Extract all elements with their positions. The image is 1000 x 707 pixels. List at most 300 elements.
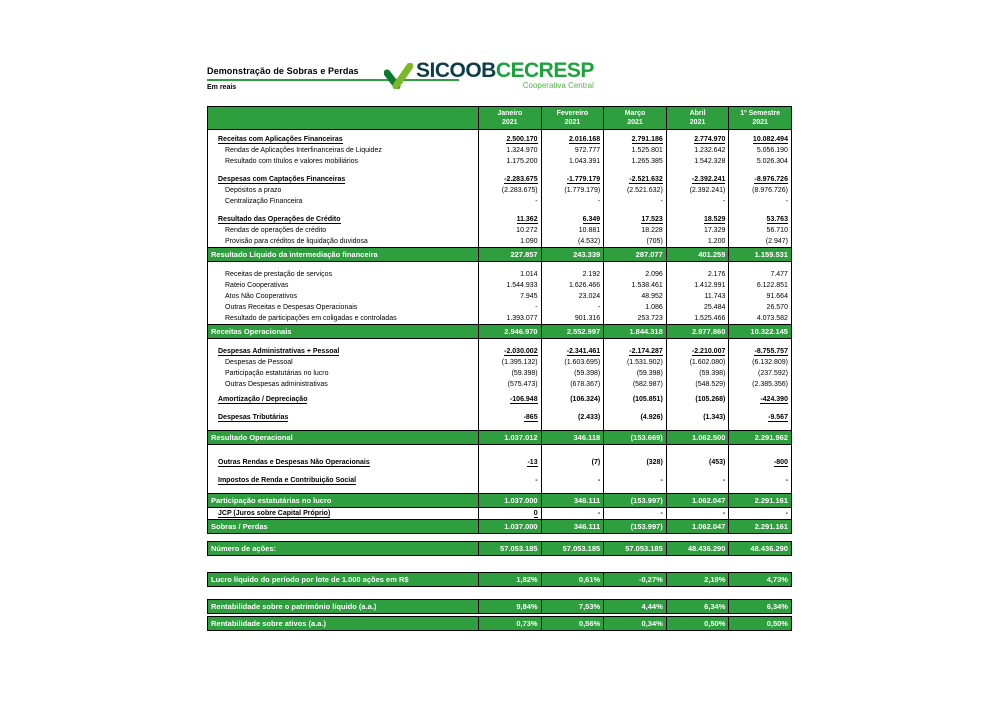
value-cell [542, 185, 605, 196]
cell-value: 1.544.933 [506, 282, 538, 289]
value-cell [729, 196, 792, 207]
gap-row [207, 556, 792, 572]
value-cell [604, 156, 667, 167]
value-cell [479, 475, 542, 486]
value-cell [667, 280, 730, 291]
cell-value: (59.398) [574, 370, 601, 377]
value-cell [729, 346, 792, 357]
cell-value: (1.395.132) [501, 359, 538, 366]
table-row [207, 430, 792, 445]
cell-value: 11.362 [516, 215, 538, 223]
value-cell [604, 394, 667, 405]
column-header-year: 2021 [689, 119, 706, 126]
cell-value: (575.473) [507, 381, 538, 388]
value-cell [604, 412, 667, 423]
cell-value: -2.210.007 [691, 347, 726, 355]
value-cell [604, 196, 667, 207]
value-cell [729, 214, 792, 225]
row-label: Sobras / Perdas [211, 522, 268, 531]
value-cell [479, 542, 542, 555]
value-cell [729, 174, 792, 185]
row-label: Outras Rendas e Despesas Não Operacionais [218, 458, 370, 466]
value-cell [729, 156, 792, 167]
row-label-cell [207, 280, 479, 291]
row-label: JCP (Juros sobre Capital Próprio) [218, 509, 331, 517]
cell-value: 25.484 [703, 304, 726, 311]
value-cell [604, 600, 667, 613]
column-header-month: Abril [689, 110, 706, 117]
cell-value: 18.228 [641, 227, 663, 234]
cell-value: (678.367) [570, 381, 601, 388]
cell-value: 1.062.047 [692, 522, 726, 531]
value-cell [479, 214, 542, 225]
cell-value: 57.053.185 [625, 544, 663, 553]
cell-value: 1.014 [520, 271, 538, 278]
row-label: Resultado com títulos e valores mobiliários [225, 158, 359, 165]
value-cell [604, 542, 667, 555]
value-cell [729, 508, 792, 519]
cell-value: - [597, 477, 601, 484]
value-cell [667, 494, 730, 507]
row-label: Receitas de prestação de serviços [225, 271, 332, 278]
value-cell [729, 185, 792, 196]
cell-value: - [597, 304, 601, 311]
row-label: Outras Despesas administrativas [225, 381, 328, 388]
table-row [207, 269, 792, 280]
value-cell [604, 214, 667, 225]
cell-value: 1.043.391 [569, 158, 601, 165]
value-cell [729, 325, 792, 338]
cell-value: (4.532) [578, 238, 601, 245]
value-cell [542, 248, 605, 261]
value-cell [479, 346, 542, 357]
cell-value: 0,73% [516, 619, 538, 628]
cell-value: 2.791.186 [631, 135, 663, 143]
value-cell [667, 325, 730, 338]
value-cell [542, 236, 605, 247]
cell-value: 11.743 [704, 293, 726, 300]
column-header-year: 2021 [502, 119, 518, 126]
value-cell [729, 457, 792, 468]
row-label-cell [207, 445, 479, 457]
row-label: Amortização / Depreciação [218, 395, 308, 403]
value-cell [542, 325, 605, 338]
value-cell [604, 405, 667, 412]
cell-value: 53.763 [766, 215, 788, 223]
cell-value: - [660, 477, 663, 484]
cell-value: (2.521.632) [626, 187, 663, 194]
table-row [207, 412, 792, 423]
value-cell [729, 269, 792, 280]
cell-value: 972.777 [574, 147, 601, 154]
value-cell [542, 280, 605, 291]
page-subtitle: Em reais [207, 84, 237, 91]
cell-value: 9,84% [516, 602, 538, 611]
cell-value: 346.118 [573, 433, 601, 442]
value-cell [479, 486, 542, 493]
cell-value: 1.200 [707, 238, 726, 245]
cell-value: 2.946.970 [504, 327, 538, 336]
value-cell [729, 431, 792, 444]
spacer-row [207, 445, 792, 457]
row-label-cell [207, 457, 479, 468]
value-cell [542, 134, 605, 145]
value-cell [542, 167, 605, 174]
value-cell [604, 280, 667, 291]
value-cell [604, 339, 667, 346]
cell-value: 2.096 [645, 271, 663, 278]
value-cell [729, 600, 792, 613]
column-header-year: 2021 [627, 119, 643, 126]
value-cell [479, 412, 542, 423]
cell-value: 48.952 [641, 293, 663, 300]
cell-value: (106.324) [570, 396, 601, 403]
logo-brand: SICOOB [416, 59, 496, 82]
column-header-2 [542, 107, 605, 129]
spacer-row [207, 262, 792, 269]
cell-value: (705) [646, 238, 663, 245]
cell-value: 1.525.801 [631, 147, 663, 154]
table-row [207, 346, 792, 357]
row-label: Despesas Administrativas + Pessoal [218, 347, 340, 355]
table-row [207, 156, 792, 167]
cell-value: 17.329 [703, 227, 726, 234]
cell-value: (2.392.241) [689, 187, 726, 194]
value-cell [667, 520, 730, 533]
cell-value: 10.881 [578, 227, 601, 234]
cell-value: 4.073.582 [756, 315, 788, 322]
table-row [207, 291, 792, 302]
value-cell [729, 339, 792, 346]
value-cell [667, 313, 730, 324]
cell-value: -106.948 [509, 395, 538, 403]
table-header-row [207, 106, 792, 130]
cell-value: (1.531.902) [626, 359, 663, 366]
table-row [207, 247, 792, 262]
value-cell [729, 542, 792, 555]
value-cell [604, 262, 667, 269]
value-cell [542, 262, 605, 269]
value-cell [729, 394, 792, 405]
cell-value: 1.062.047 [692, 496, 726, 505]
value-cell [542, 379, 605, 390]
cell-value: 2.977.860 [692, 327, 726, 336]
row-label-cell [207, 394, 479, 405]
cell-value: -8.755.757 [754, 347, 788, 355]
cell-value: (2.385.356) [752, 381, 788, 388]
value-cell [667, 225, 730, 236]
value-cell [667, 262, 730, 269]
value-cell [729, 617, 792, 630]
row-label: Impostos de Renda e Contribuição Social [218, 476, 357, 484]
row-label-cell [207, 600, 479, 613]
value-cell [667, 431, 730, 444]
column-header-month: 1º Semestre [740, 110, 781, 117]
value-cell [667, 379, 730, 390]
value-cell [542, 145, 605, 156]
cell-value: 0,56% [578, 619, 601, 628]
value-cell [604, 269, 667, 280]
cell-value: (548.529) [695, 381, 726, 388]
cell-value: 7.477 [770, 271, 788, 278]
cell-value: -865 [523, 413, 538, 421]
header-label-cell [207, 107, 479, 129]
row-label: Centralização Financeira [225, 198, 303, 205]
cell-value: 2.291.161 [754, 522, 788, 531]
value-cell [604, 313, 667, 324]
cell-value: 2.774.970 [694, 135, 726, 143]
row-label-cell [207, 214, 479, 225]
value-cell [729, 236, 792, 247]
value-cell [604, 185, 667, 196]
spacer-row [207, 167, 792, 174]
table-row [207, 519, 792, 534]
cell-value: 0,34% [641, 619, 663, 628]
cell-value: 48.436.290 [687, 544, 726, 553]
row-label: Receitas Operacionais [211, 327, 292, 336]
value-cell [604, 468, 667, 475]
row-label: Participação estatutárias no lucro [225, 370, 329, 377]
row-label-cell [207, 313, 479, 324]
value-cell [729, 520, 792, 533]
value-cell [604, 225, 667, 236]
value-cell [542, 313, 605, 324]
cell-value: - [535, 477, 538, 484]
cell-value: 6,34% [704, 602, 726, 611]
row-label-cell [207, 325, 479, 338]
column-header-year: 2021 [752, 119, 768, 126]
table-row [207, 236, 792, 247]
cell-value: -424.390 [760, 395, 788, 403]
cell-value: (4.926) [640, 414, 663, 421]
value-cell [479, 573, 542, 586]
cell-value: 253.723 [637, 315, 663, 322]
table-row [207, 475, 792, 486]
cell-value: (1.343) [703, 414, 726, 421]
value-cell [542, 269, 605, 280]
table-row [207, 324, 792, 339]
row-label-cell [207, 520, 479, 533]
cell-value: -2.392.241 [691, 175, 726, 183]
value-cell [604, 174, 667, 185]
row-label: Rendas de operações de crédito [225, 227, 327, 234]
table-row [207, 134, 792, 145]
value-cell [542, 600, 605, 613]
value-cell [667, 339, 730, 346]
value-cell [604, 486, 667, 493]
cell-value: 1.175.200 [506, 158, 538, 165]
value-cell [667, 542, 730, 555]
value-cell [729, 445, 792, 457]
table-row [207, 174, 792, 185]
value-cell [542, 339, 605, 346]
cell-value: 6.122.851 [756, 282, 788, 289]
row-label-cell [207, 156, 479, 167]
cell-value: 2,19% [704, 575, 726, 584]
cell-value: 4,73% [766, 575, 788, 584]
cell-value: -2.283.675 [504, 175, 538, 183]
financial-statement-table [207, 106, 792, 631]
value-cell [667, 423, 730, 430]
value-cell [667, 269, 730, 280]
cell-value: 10.272 [516, 227, 538, 234]
value-cell [667, 617, 730, 630]
value-cell [729, 494, 792, 507]
value-cell [542, 520, 605, 533]
cell-value: (1.602.080) [689, 359, 726, 366]
cell-value: 1.090 [520, 238, 538, 245]
column-header-month: Fevereiro [556, 110, 589, 117]
value-cell [729, 475, 792, 486]
cell-value: (153.997) [630, 496, 663, 505]
cell-value: 1,82% [516, 575, 538, 584]
cell-value: (59.398) [511, 370, 538, 377]
value-cell [479, 145, 542, 156]
cell-value: 0,61% [578, 575, 601, 584]
value-cell [542, 412, 605, 423]
cell-value: 6,34% [766, 602, 788, 611]
row-label-cell [207, 269, 479, 280]
value-cell [729, 262, 792, 269]
value-cell [667, 248, 730, 261]
cell-value: -13 [527, 458, 538, 466]
row-label-cell [207, 431, 479, 444]
row-label-cell [207, 423, 479, 430]
table-row [207, 379, 792, 390]
cell-value: 57.053.185 [500, 544, 538, 553]
cell-value: -2.521.632 [629, 175, 663, 183]
cell-value: 2.552.997 [566, 327, 601, 336]
value-cell [667, 600, 730, 613]
value-cell [604, 445, 667, 457]
value-cell [667, 457, 730, 468]
value-cell [479, 269, 542, 280]
cell-value: -0,27% [639, 575, 663, 584]
column-header-month: Março [624, 110, 646, 117]
row-label-cell [207, 346, 479, 357]
value-cell [667, 508, 730, 519]
cell-value: 1.324.970 [506, 147, 538, 154]
cell-value: - [597, 510, 601, 517]
cell-value: (2.283.675) [501, 187, 538, 194]
row-label-cell [207, 134, 479, 145]
value-cell [479, 457, 542, 468]
value-cell [604, 368, 667, 379]
row-label-cell [207, 486, 479, 493]
row-label-cell [207, 339, 479, 346]
cell-value: -800 [773, 458, 788, 466]
value-cell [542, 445, 605, 457]
column-header-3 [604, 107, 667, 129]
value-cell [479, 368, 542, 379]
cell-value: 346.111 [573, 522, 601, 531]
cell-value: 1.159.531 [754, 250, 788, 259]
value-cell [542, 346, 605, 357]
value-cell [479, 302, 542, 313]
row-label: Despesas com Captações Financeiras [218, 175, 346, 183]
row-label-cell [207, 379, 479, 390]
value-cell [479, 313, 542, 324]
value-cell [667, 445, 730, 457]
cell-value: 0 [533, 509, 538, 517]
spacer-row [207, 423, 792, 430]
value-cell [479, 405, 542, 412]
row-label: Receitas com Aplicações Financeiras [218, 135, 343, 143]
value-cell [604, 573, 667, 586]
row-label: Rentabilidade sobre ativos (a.a.) [211, 619, 327, 628]
value-cell [542, 457, 605, 468]
table-row [207, 225, 792, 236]
value-cell [542, 475, 605, 486]
cell-value: - [597, 198, 601, 205]
cell-value: 1.062.500 [692, 433, 726, 442]
cell-value: -2.030.002 [504, 347, 538, 355]
cell-value: 7,53% [578, 602, 601, 611]
value-cell [479, 262, 542, 269]
table-row [207, 572, 792, 587]
cell-value: 1.086 [645, 304, 663, 311]
value-cell [667, 468, 730, 475]
logo-text [416, 60, 594, 90]
cell-value: 227.857 [510, 250, 538, 259]
value-cell [667, 185, 730, 196]
cell-value: - [535, 304, 538, 311]
cell-value: (6.132.809) [752, 359, 788, 366]
gap-row [207, 534, 792, 541]
cell-value: - [785, 510, 788, 517]
value-cell [479, 494, 542, 507]
table-row [207, 493, 792, 508]
value-cell [729, 468, 792, 475]
row-label-cell [207, 225, 479, 236]
cell-value: 2.291.962 [754, 433, 788, 442]
value-cell [667, 346, 730, 357]
value-cell [729, 167, 792, 174]
value-cell [479, 134, 542, 145]
value-cell [479, 156, 542, 167]
value-cell [479, 468, 542, 475]
value-cell [667, 145, 730, 156]
cell-value: 56.710 [766, 227, 788, 234]
cell-value: 2.291.161 [754, 496, 788, 505]
cell-value: 2.192 [582, 271, 601, 278]
cell-value: 5.026.304 [756, 158, 788, 165]
cell-value: 6.349 [582, 215, 601, 223]
value-cell [729, 207, 792, 214]
row-label-cell [207, 207, 479, 214]
value-cell [729, 291, 792, 302]
logo-suffix: CECRESP [495, 59, 594, 82]
value-cell [542, 494, 605, 507]
value-cell [542, 405, 605, 412]
cell-value: 18.529 [703, 215, 726, 223]
row-label-cell [207, 542, 479, 555]
row-label-cell [207, 262, 479, 269]
value-cell [479, 225, 542, 236]
value-cell [729, 357, 792, 368]
cell-value: (8.976.726) [752, 187, 788, 194]
value-cell [479, 325, 542, 338]
row-label: Despesas Tributárias [218, 413, 289, 421]
value-cell [604, 494, 667, 507]
cell-value: 23.024 [578, 293, 601, 300]
row-label-cell [207, 405, 479, 412]
cell-value: 48.436.290 [750, 544, 788, 553]
cell-value: (59.398) [699, 370, 726, 377]
value-cell [667, 475, 730, 486]
value-cell [729, 368, 792, 379]
value-cell [729, 313, 792, 324]
